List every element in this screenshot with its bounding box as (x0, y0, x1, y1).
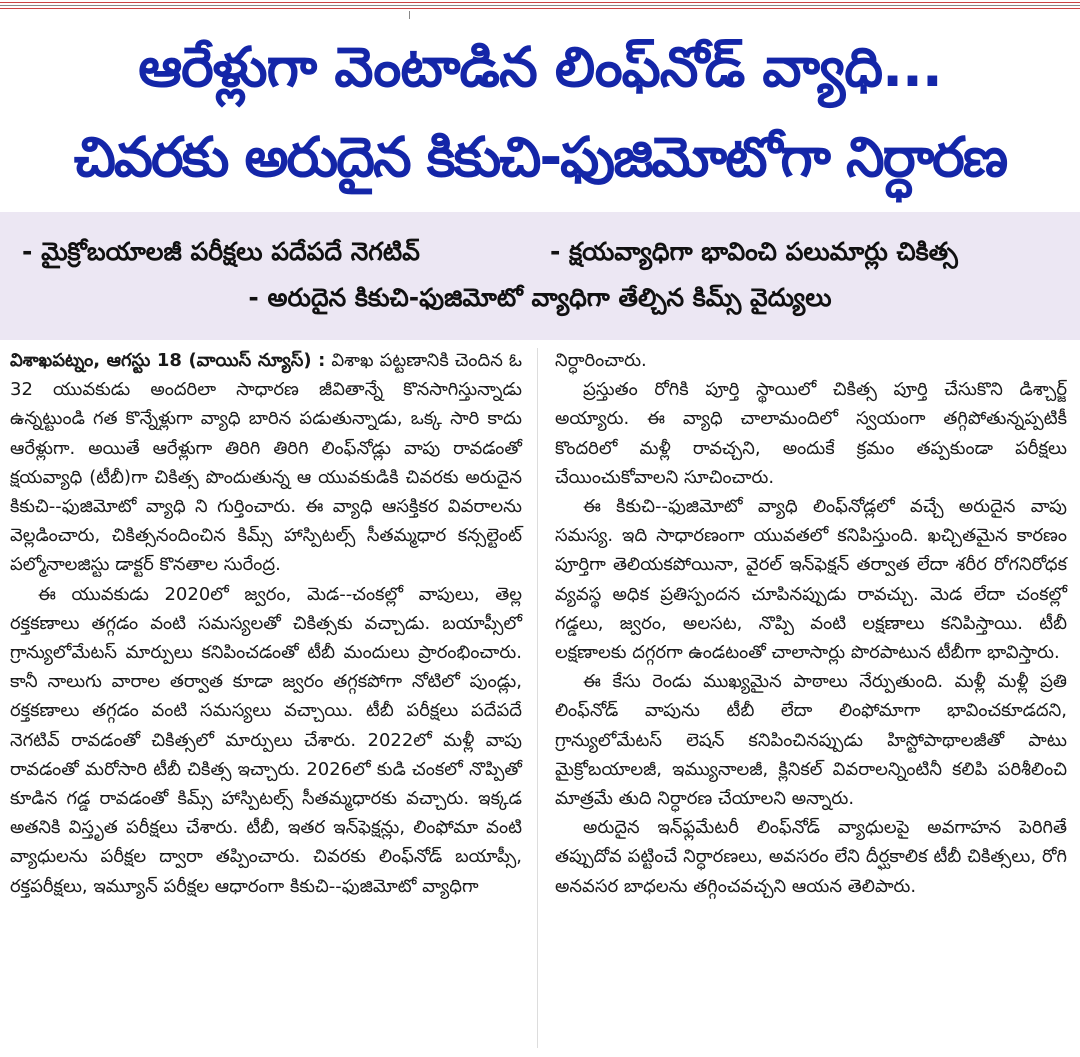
headline-line-2: చివరకు అరుదైన కికుచి-ఫుజిమోటోగా నిర్ధారణ (73, 125, 1007, 189)
subheadline-item-3: - అరుదైన కికుచి-ఫుజిమోటో వ్యాధిగా తేల్చిన కిమ్స్ వైద్యులు (248, 283, 832, 312)
top-decorative-rule (0, 0, 1080, 10)
article-paragraph: అరుదైన ఇన్‌ఫ్లమేటరీ లింఫ్‌నోడ్ వ్యాధులపై అవగాహన పెరిగితే తప్పుదోవ పట్టించే నిర్ధారణలు, అవసరం లేని దీర్ఘకాలిక టీబీ చికిత్సలు, రోగి అనవసర బాధలను తగ్గించవచ్చని ఆయన తెలిపారు. (555, 817, 1067, 897)
article-paragraph: నిర్ధారించారు. (555, 350, 647, 371)
column-divider (537, 348, 538, 1048)
article-column-right (555, 346, 1067, 901)
article-paragraph: ఈ కేసు రెండు ముఖ్యమైన పాఠాలు నేర్పుతుంది. మళ్లీ మళ్లీ ప్రతి లింఫ్‌నోడ్ వాపును టీబీ లేదా లింఫోమాగా భావించకూడదని, గ్రాన్యులోమేటస్ లెషన్ కనిపించినప్పుడు హిస్టోపాథాలజీతో పాటు మైక్రోబయాలజీ, ఇమ్యునాలజీ, క్లినికల్ వివరాలన్నింటినీ కలిపి పరిశీలించి మాత్రమే తుది నిర్ధారణ చేయాలని అన్నారు. (555, 671, 1067, 810)
subheadline-item-1: - మైక్రోబయాలజీ పరీక్షలు పదేపదే నెగటివ్ (22, 237, 420, 266)
article-paragraph: ఈ కికుచి--ఫుజిమోటో వ్యాధి లింఫ్‌నోడ్లలో వచ్చే అరుదైన వాపు సమస్య. ఇది సాధారణంగా యువతలో కనిపిస్తుంది. ఖచ్చితమైన కారణం పూర్తిగా తెలియకపోయినా, వైరల్ ఇన్‌ఫెక్షన్ తర్వాత లేదా శరీర రోగనిరోధక వ్యవస్థ అధిక ప్రతిస్పందన చూపినప్పుడు రావచ్చు. మెడ లేదా చంకల్లో గడ్డలు, జ్వరం, అలసట, నొప్పి వంటి లక్షణాలు కనిపిస్తాయి. టీబీ లక్షణాలకు దగ్గరగా ఉండటంతో చాలాసార్లు పొరపాటున టీబీగా భావిస్తారు. (555, 496, 1067, 664)
dateline: విశాఖపట్నం, ఆగస్టు 18 (వాయిస్ న్యూస్) : (10, 350, 326, 371)
headline-line-1: ఆరేళ్లుగా వెంటాడిన లింఫ్‌నోడ్ వ్యాధి... (138, 35, 942, 99)
subheadline-band (0, 212, 1080, 340)
article-paragraph: ప్రస్తుతం రోగికి పూర్తి స్థాయిలో చికిత్స పూర్తి చేసుకొని డిశ్చార్జ్ అయ్యారు. ఈ వ్యాధి చాలామందిలో స్వయంగా తగ్గిపోతున్నప్పటికీ కొందరిలో మళ్లీ రావచ్చని, అందుకే క్రమం తప్పకుండా పరీక్షలు చేయించుకోవాలని సూచించారు. (555, 379, 1067, 488)
subheadline-item-2: - క్షయవ్యాధిగా భావించి పలుమార్లు చికిత్స (550, 237, 958, 266)
article-column-left (10, 346, 522, 901)
article-paragraph: ఈ యువకుడు 2020లో జ్వరం, మెడ--చంకల్లో వాపులు, తెల్ల రక్తకణాలు తగ్గడం వంటి సమస్యలతో చికిత్సకు వచ్చాడు. బయాప్సీలో గ్రాన్యులోమేటస్ మార్పులు కనిపించడంతో టీబీ మందులు ప్రారంభించారు. కానీ నాలుగు వారాల తర్వాత కూడా జ్వరం తగ్గకపోగా నోటిలో పుండ్లు, రక్తకణాలు తగ్గడం వంటి సమస్యలు వచ్చాయి. టీబీ పరీక్షలు పదేపదే నెగటివ్ రావడంతో చికిత్సలో మార్పులు చేశారు. 2022లో మళ్లీ వాపు రావడంతో మరోసారి టీబీ చికిత్స ఇచ్చారు. 2026లో కుడి చంకలో నొప్పితో కూడిన గడ్డ రావడంతో కిమ్స్ హాస్పిటల్స్ సీతమ్మధారకు వచ్చారు. ఇక్కడ అతనికి విస్తృత పరీక్షలు చేశారు. టీబీ, ఇతర ఇన్‌ఫెక్షన్లు, లింఫోమా వంటి వ్యాధులను పరీక్షల ద్వారా తప్పించారు. చివరకు లింఫ్‌నోడ్ బయాప్సీ, రక్తపరీక్షలు, ఇమ్యూన్ పరీక్షల ఆధారంగా కికుచి--ఫుజిమోటో వ్యాధిగా (10, 583, 522, 897)
article-text: విశాఖ పట్టణానికి చెందిన ఓ 32 యువకుడు అందరిలా సాధారణ జీవితాన్నే కొనసాగిస్తున్నాడు ఉన్నట్టుండి గత కొన్నేళ్లుగా వ్యాధి బారిన పడుతున్నాడు, ఒక్క సారి కాదు ఆరేళ్లుగా. అయితే ఆరేళ్లుగా తిరిగి తిరిగి లింఫ్‌నోడ్లు వాపు రావడంతో క్షయవ్యాధి (టీబీ)గా చికిత్స పొందుతున్న ఆ యువకుడికి చివరకు అరుదైన కికుచి--ఫుజిమోటో వ్యాధి ని గుర్తించారు. ఈ వ్యాధి ఆసక్తికర వివరాలను వెల్లడించారు, చికిత్సనందించిన కిమ్స్ హాస్పిటల్స్ సీతమ్మధార కన్సల్టెంట్ పల్మోనాలజిస్టు డాక్టర్ కొనతాల సురేంద్ర. (10, 350, 522, 576)
article-paragraph (10, 346, 522, 580)
